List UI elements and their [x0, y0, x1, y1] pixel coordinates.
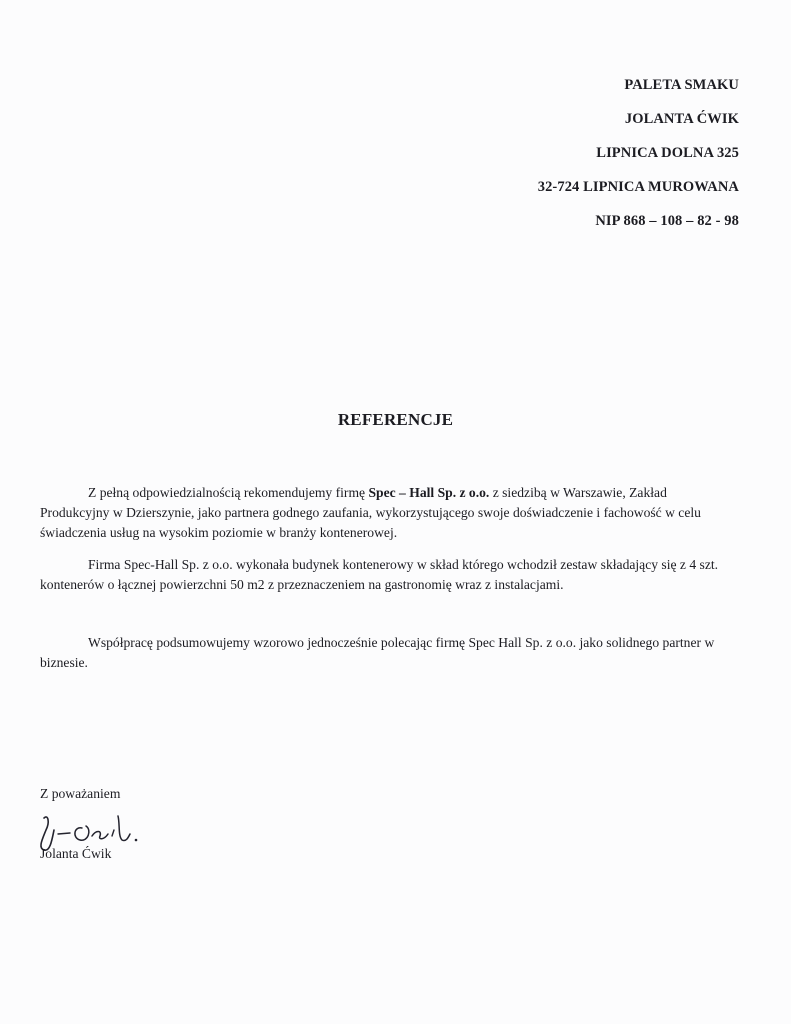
company-highlight: Spec – Hall Sp. z o.o.: [368, 485, 490, 500]
closing-salutation: Z poważaniem: [40, 786, 121, 801]
postal-city: 32-724 LIPNICA MUROWANA: [537, 179, 739, 195]
document-title: REFERENCJE: [337, 410, 454, 429]
paragraph1-after: z siedzibą w Warszawie, Zakład Produkcyjny w Dzierszynie, jako partnera godnego zaufania, wykorzystującego swoje doświadczenie i fachowość w celu świadczenia usług na wysokim poziomie w branży kontenerowej.: [40, 485, 701, 540]
company-name: PALETA SMAKU: [624, 77, 739, 93]
signer-name: Jolanta Ćwik: [40, 846, 112, 861]
paragraph-recommendation: [40, 483, 730, 543]
paragraph-summary: [40, 633, 730, 673]
paragraph3-text: Współpracę podsumowujemy wzorowo jednocześnie polecając firmę Spec Hall Sp. z o.o. jako solidnego partner w biznesie.: [40, 635, 715, 670]
tax-id: NIP 868 – 108 – 82 - 98: [595, 213, 739, 229]
paragraph1-before: Z pełną odpowiedzialnością rekomendujemy firmę: [88, 485, 369, 500]
paragraph-project: [40, 555, 730, 595]
letterhead: [538, 74, 739, 244]
owner-name: JOLANTA ĆWIK: [624, 111, 739, 127]
street-address: LIPNICA DOLNA 325: [596, 145, 739, 161]
paragraph2-text: Firma Spec-Hall Sp. z o.o. wykonała budynek kontenerowy w skład którego wchodził zestaw składający się z 4 szt. kontenerów o łącznej powierzchni 50 m2 z przeznaczeniem na gastronomię wraz z instalacjami.: [40, 557, 719, 592]
